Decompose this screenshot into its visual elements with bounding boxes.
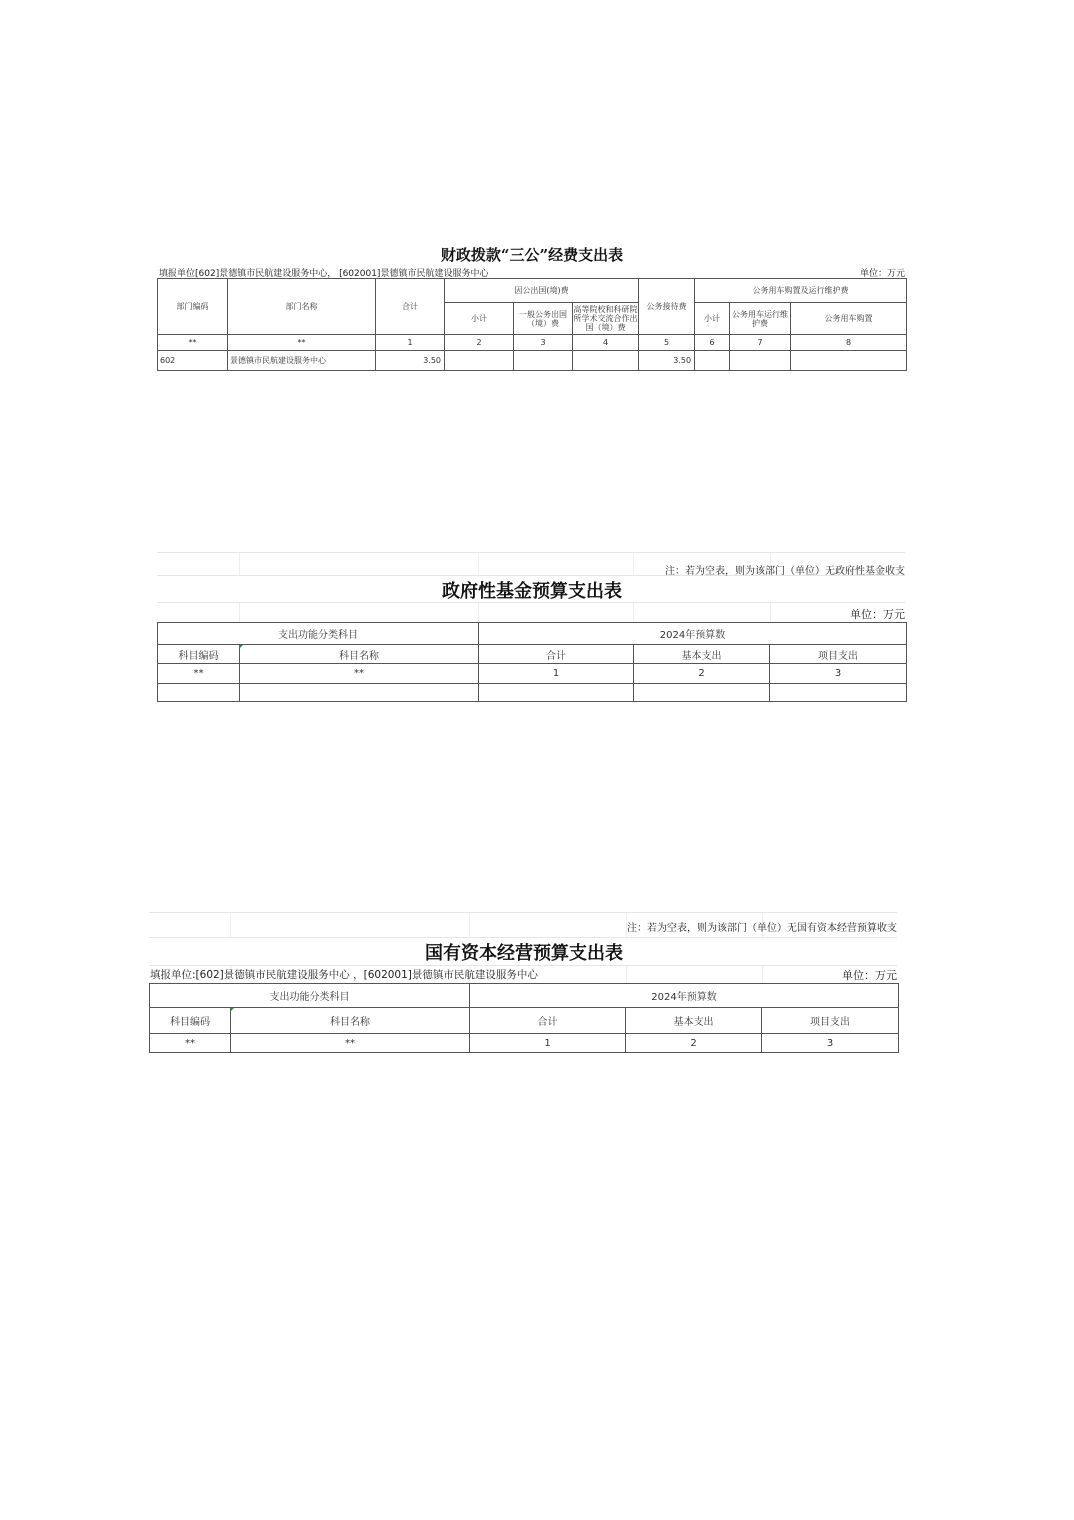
sheet3-header-basic: 基本支出 [626,1008,762,1034]
data-dept-code: 602 [158,351,228,371]
sheet2-note: 注：若为空表，则为该部门（单位）无政府性基金收支 [665,566,905,577]
index-cell: ** [240,664,479,684]
data-empty-cell [695,351,730,371]
sheet3-header-total: 合计 [470,1008,626,1034]
sheet2-unit-label: 单位：万元 [850,608,905,621]
header-vehicle-run: 公务用车运行维护费 [730,303,791,335]
index-cell: 5 [639,335,695,351]
sheet1-table [157,278,907,371]
index-cell: 2 [445,335,514,351]
empty-cell [634,684,770,702]
header-total: 合计 [376,279,445,335]
sheet2-table [157,622,907,702]
index-cell: ** [231,1034,470,1053]
index-cell: ** [158,664,240,684]
sheet-three-public-expenses [157,244,907,376]
index-cell: ** [228,335,376,351]
header-dept-code: 部门编码 [158,279,228,335]
index-cell: 1 [376,335,445,351]
index-cell: 3 [514,335,573,351]
sheet2-header-project: 项目支出 [770,645,907,664]
header-vehicle-buy: 公务用车购置 [791,303,907,335]
data-empty-cell [573,351,639,371]
header-vehicle-group: 公务用车购置及运行维护费 [695,279,907,303]
sheet3-header-code: 科目编码 [150,1008,231,1034]
header-abroad-subtotal: 小计 [445,303,514,335]
sheet-government-fund-budget [157,552,907,704]
data-total: 3.50 [376,351,445,371]
sheet3-header-name: 科目名称 [231,1008,470,1034]
header-academic-abroad: 高等院校和科研院所学术交流合作出国（境）费 [573,303,639,335]
empty-cell [158,684,240,702]
sheet2-group-right: 2024年预算数 [479,623,907,645]
empty-cell [770,684,907,702]
data-reception: 3.50 [639,351,695,371]
sheet2-header-basic: 基本支出 [634,645,770,664]
sheet1-title: 财政拨款“三公”经费支出表 [440,246,624,264]
header-vehicle-subtotal: 小计 [695,303,730,335]
data-empty-cell [514,351,573,371]
sheet3-note: 注：若为空表，则为该部门（单位）无国有资本经营预算收支 [627,923,897,934]
index-cell: 7 [730,335,791,351]
header-dept-name: 部门名称 [228,279,376,335]
sheet2-group-left: 支出功能分类科目 [158,623,479,645]
sheet1-unit-label: 单位：万元 [859,269,905,279]
index-cell: 6 [695,335,730,351]
sheet2-title: 政府性基金预算支出表 [442,581,622,602]
index-cell: 8 [791,335,907,351]
sheet3-group-left: 支出功能分类科目 [150,984,470,1008]
data-empty-cell [445,351,514,371]
index-cell: 2 [626,1034,762,1053]
data-empty-cell [791,351,907,371]
sheet3-group-right: 2024年预算数 [470,984,899,1008]
sheet2-header-code: 科目编码 [158,645,240,664]
header-reception: 公务接待费 [639,279,695,335]
sheet2-header-name: 科目名称 [240,645,479,664]
index-cell: 4 [573,335,639,351]
sheet1-index-row [158,335,907,351]
index-cell: 3 [770,664,907,684]
sheet-state-capital-budget [149,912,899,1054]
sheet2-header-total: 合计 [479,645,634,664]
data-empty-cell [730,351,791,371]
index-cell: ** [158,335,228,351]
index-cell: 1 [470,1034,626,1053]
sheet1-data-row [158,351,907,371]
sheet2-unit-grid [157,602,905,623]
cell-comment-marker [230,1008,234,1012]
sheet2-empty-row [158,684,907,702]
empty-cell [479,684,634,702]
sheet3-unit-label: 单位：万元 [842,969,897,982]
empty-cell [240,684,479,702]
index-cell: ** [150,1034,231,1053]
sheet3-table [149,983,899,1053]
sheet1-unit-line: 填报单位[602]景德镇市民航建设服务中心， [602001]景德镇市民航建设服务中心 [159,269,489,279]
sheet3-index-row [150,1034,899,1053]
index-cell: 3 [762,1034,899,1053]
data-dept-name: 景德镇市民航建设服务中心 [228,351,376,371]
cell-comment-marker [239,645,243,649]
sheet2-index-row [158,664,907,684]
sheet3-header-project: 项目支出 [762,1008,899,1034]
header-general-abroad: 一般公务出国（境）费 [514,303,573,335]
header-abroad-group: 因公出国(境)费 [445,279,639,303]
index-cell: 1 [479,664,634,684]
index-cell: 2 [634,664,770,684]
sheet3-title: 国有资本经营预算支出表 [425,943,623,964]
sheet3-unit-line: 填报单位:[602]景德镇市民航建设服务中心 ，[602001]景德镇市民航建设服务中心 [150,969,538,981]
